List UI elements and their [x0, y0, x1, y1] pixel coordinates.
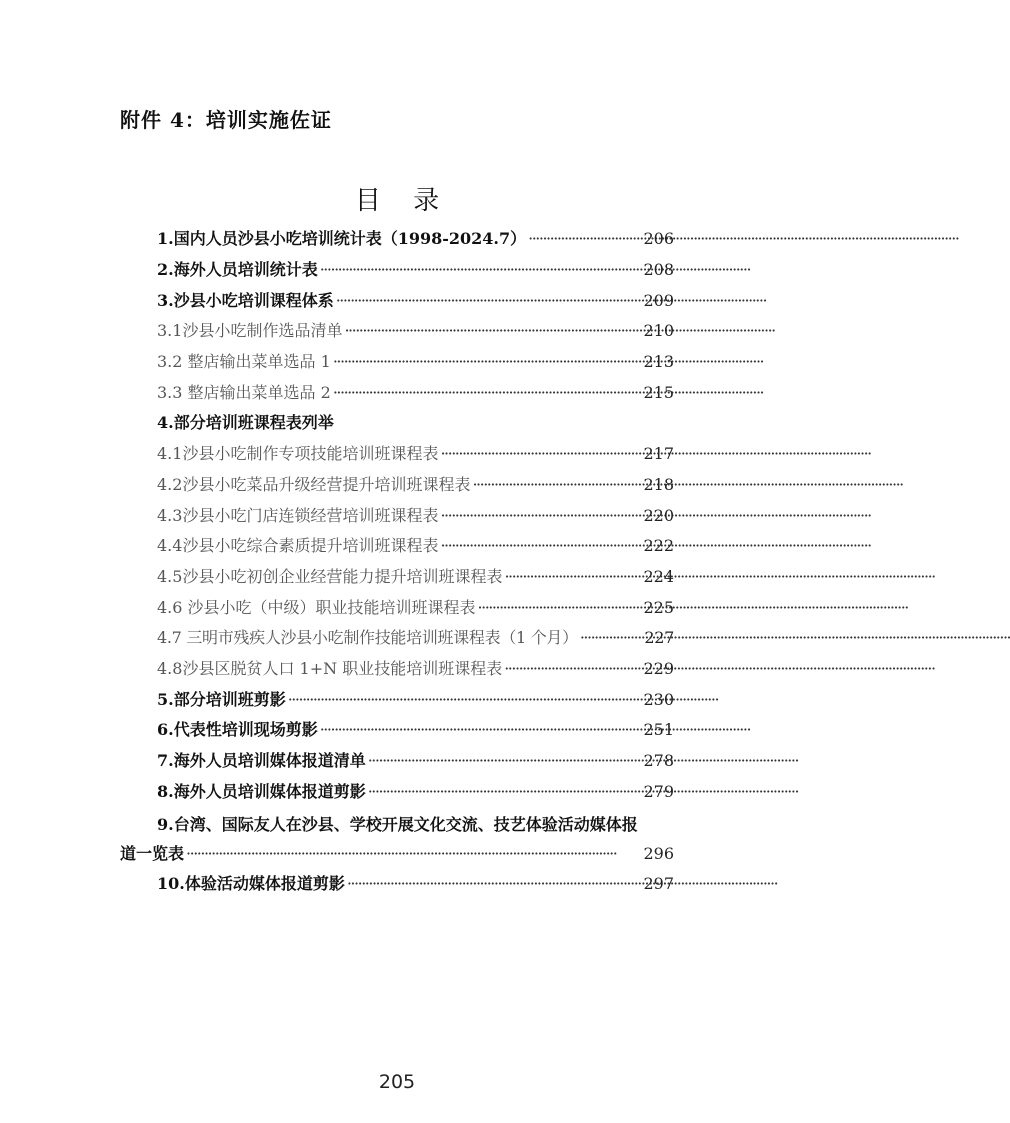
toc-entry-label: 3.沙县小吃培训课程体系 — [157, 291, 334, 310]
toc-entry-3-1[interactable] — [157, 319, 674, 343]
toc-entry-page: 225 — [643, 598, 674, 617]
toc-entry-label: 道一览表 — [120, 844, 185, 863]
dot-leader — [504, 657, 641, 681]
toc-entry-label: 6.代表性培训现场剪影 — [157, 720, 318, 739]
dot-leader — [504, 565, 641, 589]
toc-entry-3-3[interactable] — [157, 381, 674, 405]
toc-entry-page: 208 — [643, 260, 674, 279]
dot-leader — [347, 872, 642, 896]
toc-entry-label: 4.3沙县小吃门店连锁经营培训班课程表 — [157, 506, 439, 525]
toc-entry-10[interactable] — [157, 872, 674, 896]
dot-leader — [336, 289, 642, 313]
toc-entry-page: 229 — [643, 659, 674, 678]
attachment-heading: 附件 4：培训实施佐证 — [120, 108, 332, 132]
toc-entry-8[interactable] — [157, 780, 674, 804]
dot-leader — [368, 749, 642, 773]
toc-entry-4-8[interactable] — [157, 657, 674, 681]
toc-entry-page: 278 — [643, 751, 674, 770]
dot-leader — [368, 780, 642, 804]
toc-entry-6[interactable] — [157, 718, 674, 742]
toc-entry-9-line1[interactable]: 9.台湾、国际友人在沙县、学校开展文化交流、技艺体验活动媒体报 — [157, 815, 638, 834]
toc-entry-label: 3.2 整店输出菜单选品 1 — [157, 352, 331, 371]
toc-entry-label: 3.3 整店输出菜单选品 2 — [157, 383, 331, 402]
toc-entry-7[interactable] — [157, 749, 674, 773]
toc-entry-5[interactable] — [157, 688, 674, 712]
dot-leader — [528, 227, 641, 251]
toc-entry-label: 8.海外人员培训媒体报道剪影 — [157, 782, 366, 801]
toc-entry-page: 279 — [643, 782, 674, 801]
toc-entry-9[interactable] — [120, 842, 674, 866]
toc-entry-label: 4.1沙县小吃制作专项技能培训班课程表 — [157, 444, 439, 463]
dot-leader — [333, 381, 642, 405]
toc-entry-page: 251 — [643, 720, 674, 739]
toc-entry-page: 217 — [643, 444, 674, 463]
toc-entry-4-5[interactable] — [157, 565, 674, 589]
dot-leader — [580, 626, 643, 650]
dot-leader — [440, 504, 641, 528]
toc-entry-4-4[interactable] — [157, 534, 674, 558]
toc-entry-page: 213 — [643, 352, 674, 371]
toc-entry-label: 4.8沙县区脱贫人口 1+N 职业技能培训班课程表 — [157, 659, 503, 678]
toc-entry-label: 4.4沙县小吃综合素质提升培训班课程表 — [157, 536, 439, 555]
toc-entry-page: 220 — [643, 506, 674, 525]
toc-entry-page: 210 — [643, 321, 674, 340]
toc-entry-page: 206 — [643, 229, 674, 248]
dot-leader — [472, 473, 641, 497]
toc-entry-label: 4.部分培训班课程表列举 — [157, 413, 334, 432]
toc-entry-label: 3.1沙县小吃制作选品清单 — [157, 321, 343, 340]
toc-entry-label: 2.海外人员培训统计表 — [157, 260, 318, 279]
toc-entry-4-3[interactable] — [157, 504, 674, 528]
dot-leader — [288, 688, 642, 712]
toc-entry-page: 209 — [643, 291, 674, 310]
dot-leader — [478, 596, 642, 620]
toc-entry-page: 296 — [643, 844, 674, 863]
toc-entry-4-6[interactable] — [157, 596, 674, 620]
toc-entry-label: 7.海外人员培训媒体报道清单 — [157, 751, 366, 770]
dot-leader — [333, 350, 642, 374]
toc-entry-label: 4.6 沙县小吃（中级）职业技能培训班课程表 — [157, 598, 476, 617]
toc-entry-label: 1.国内人员沙县小吃培训统计表（1998-2024.7） — [157, 229, 527, 248]
toc-entry-page: 227 — [644, 628, 674, 647]
toc-entry-4-2[interactable] — [157, 473, 674, 497]
toc-entry-label: 10.体验活动媒体报道剪影 — [157, 874, 345, 893]
toc-entry-3-2[interactable] — [157, 350, 674, 374]
toc-entry-label: 4.2沙县小吃菜品升级经营提升培训班课程表 — [157, 475, 471, 494]
dot-leader — [440, 442, 641, 466]
toc-entry-page: 218 — [643, 475, 674, 494]
dot-leader — [344, 319, 641, 343]
toc-entry-4[interactable] — [157, 411, 674, 435]
toc-entry-1[interactable] — [157, 227, 674, 251]
toc-entry-page: 297 — [643, 874, 674, 893]
toc-entry-4-7[interactable] — [157, 626, 674, 650]
toc-entry-page: 230 — [643, 690, 674, 709]
toc-entry-page: 222 — [643, 536, 674, 555]
toc-entry-label: 4.5沙县小吃初创企业经营能力提升培训班课程表 — [157, 567, 503, 586]
dot-leader — [320, 718, 642, 742]
toc-title: 目 录 — [354, 186, 452, 216]
dot-leader — [186, 842, 641, 866]
dot-leader — [440, 534, 641, 558]
dot-leader — [320, 258, 642, 282]
toc-entry-2[interactable] — [157, 258, 674, 282]
toc-entry-3[interactable] — [157, 289, 674, 313]
toc-entry-label: 4.7 三明市残疾人沙县小吃制作技能培训班课程表（1 个月） — [157, 628, 578, 647]
toc-entry-page: 215 — [643, 383, 674, 402]
toc-entry-4-1[interactable] — [157, 442, 674, 466]
page-number: 205 — [378, 1071, 416, 1093]
toc-entry-label: 5.部分培训班剪影 — [157, 690, 286, 709]
toc-entry-page: 224 — [643, 567, 674, 586]
